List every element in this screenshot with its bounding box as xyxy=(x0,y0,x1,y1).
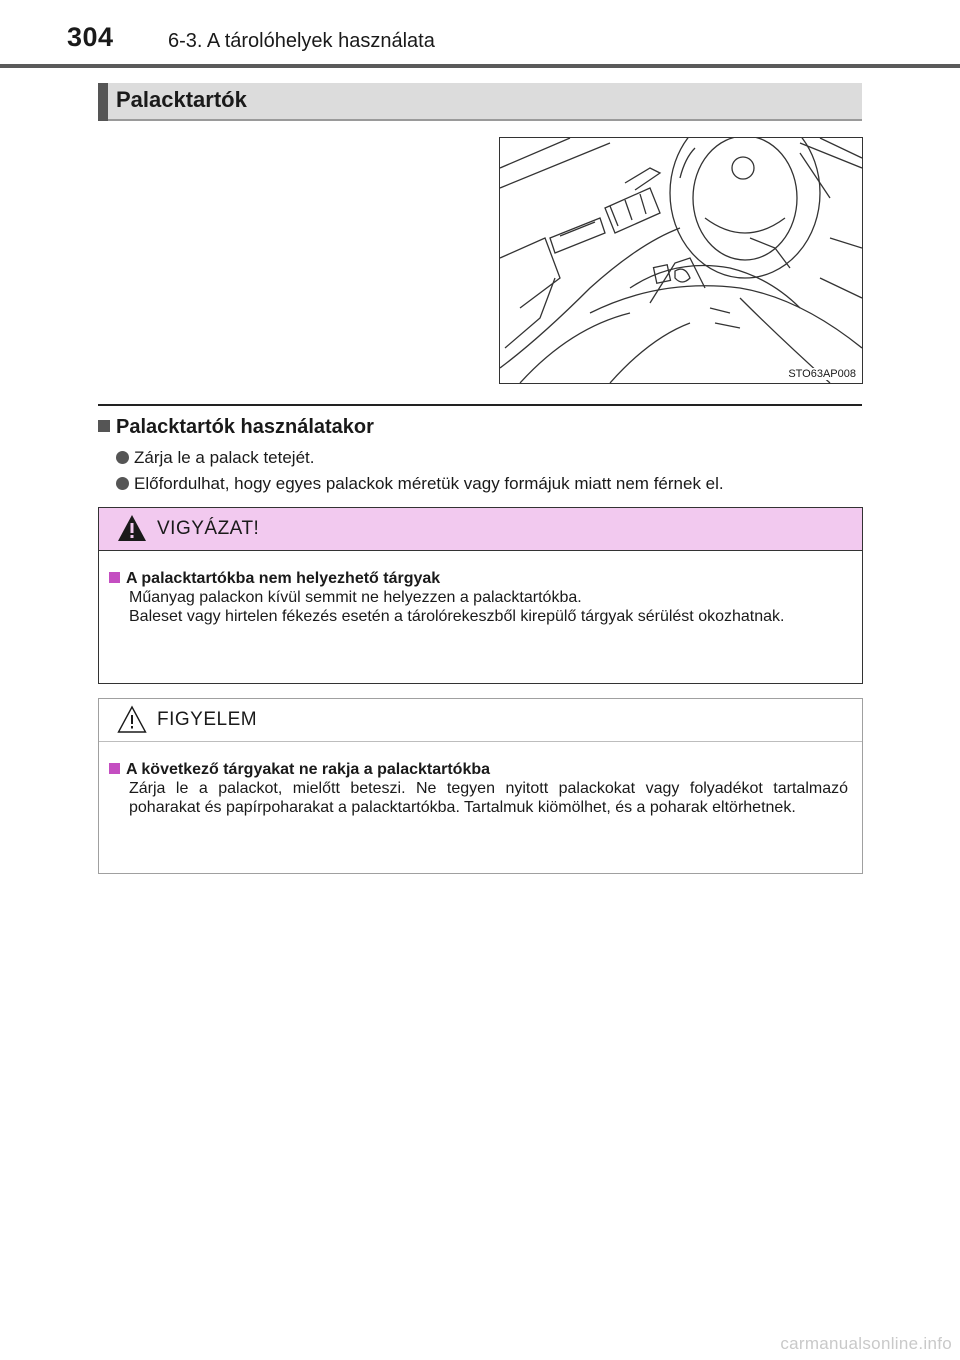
section-accent xyxy=(98,83,108,121)
usage-bullet-2 xyxy=(116,474,724,494)
caution-subheading-text: A palacktartókba nem helyezhető tárgyak xyxy=(126,570,441,587)
watermark: carmanualsonline.info xyxy=(780,1334,952,1353)
notice-box xyxy=(98,698,863,874)
round-bullet-icon xyxy=(116,451,129,464)
warning-triangle-icon xyxy=(117,514,147,547)
caution-box xyxy=(98,507,863,684)
caution-header xyxy=(99,508,862,551)
section-divider xyxy=(98,404,862,406)
caution-subheading xyxy=(109,570,848,588)
caution-line-1: Műanyag palackon kívül semmit ne helyezzen a palacktartókba. xyxy=(129,589,582,606)
caution-line-2: Baleset vagy hirtelen fékezés esetén a tárolórekeszből kirepülő tárgyak sérülést okozhatnak. xyxy=(129,608,785,625)
interior-line-drawing xyxy=(500,138,862,383)
notice-body xyxy=(99,742,862,817)
notice-subheading xyxy=(109,761,848,779)
round-bullet-icon xyxy=(116,477,129,490)
caution-text xyxy=(129,588,848,626)
notice-paragraph: Zárja le a palackot, mielőtt beteszi. Ne tegyen nyitott palackokat vagy folyadékot tartalmazó poharakat és papírpoharakat a palacktartókba. Tartalmuk kiömölhet, és a poharak eltörhetnek. xyxy=(129,780,848,816)
usage-heading xyxy=(98,416,374,439)
figure-code: STO63AP008 xyxy=(788,368,856,380)
notice-label: FIGYELEM xyxy=(157,709,258,730)
caution-body xyxy=(99,551,862,626)
usage-heading-text: Palacktartók használatakor xyxy=(116,416,374,438)
caution-label: VIGYÁZAT! xyxy=(157,518,260,539)
usage-bullet-text: Előfordulhat, hogy egyes palackok méretük vagy formájuk miatt nem férnek el. xyxy=(134,474,724,493)
pink-square-bullet-icon xyxy=(109,572,120,583)
header-rule xyxy=(0,64,960,68)
square-bullet-icon xyxy=(98,420,110,432)
bottle-holder-illustration xyxy=(499,137,863,384)
pink-square-bullet-icon xyxy=(109,763,120,774)
warning-outline-icon xyxy=(117,705,147,738)
notice-subheading-text: A következő tárgyakat ne rakja a palacktartókba xyxy=(126,761,491,778)
chapter-title: 6-3. A tárolóhelyek használata xyxy=(168,30,435,52)
notice-text xyxy=(129,779,848,817)
section-title: Palacktartók xyxy=(116,87,247,112)
usage-bullet-text: Zárja le a palack tetejét. xyxy=(134,448,315,467)
notice-header xyxy=(99,699,862,742)
usage-bullet-1 xyxy=(116,448,314,468)
page-number: 304 xyxy=(67,22,114,52)
section-title-bar xyxy=(98,83,862,121)
